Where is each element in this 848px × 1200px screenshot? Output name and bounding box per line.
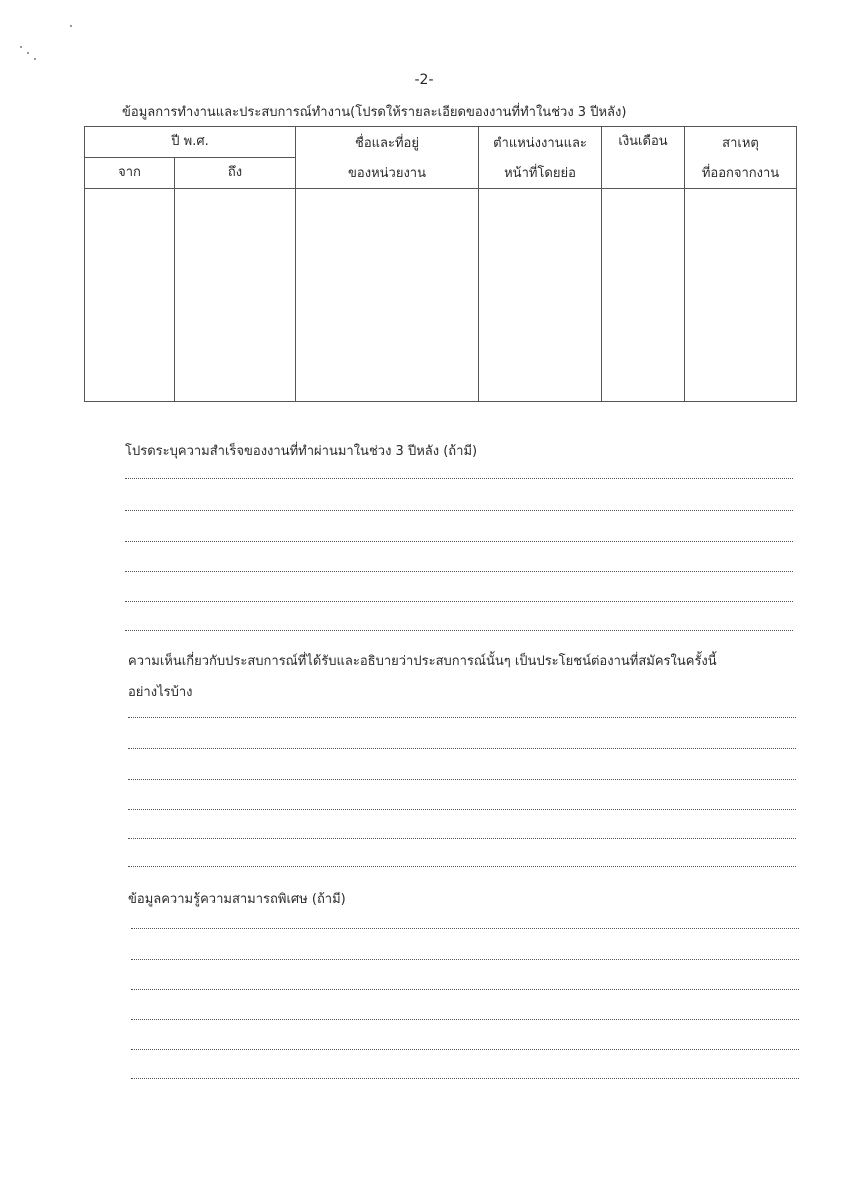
achievements-line[interactable]	[125, 571, 793, 572]
opinion-line[interactable]	[128, 748, 796, 749]
special-skills-line[interactable]	[131, 928, 799, 929]
achievements-line[interactable]	[125, 541, 793, 542]
cell-from[interactable]	[85, 189, 175, 402]
achievements-title: โปรดระบุความสำเร็จของงานที่ทำผ่านมาในช่วง 3 ปีหลัง (ถ้ามี)	[125, 444, 478, 459]
opinion-line[interactable]	[128, 809, 796, 810]
header-year: ปี พ.ศ.	[85, 127, 296, 158]
header-organization-line1: ชื่อและที่อยู่	[355, 136, 419, 151]
opinion-title-line1: ความเห็นเกี่ยวกับประสบการณ์ที่ได้รับและอธิบายว่าประสบการณ์นั้นๆ เป็นประโยชน์ต่องานที่สมัครในครั้งนี้	[128, 654, 717, 669]
header-position-line2: หน้าที่โดยย่อ	[504, 166, 576, 181]
special-skills-line[interactable]	[131, 1078, 799, 1079]
opinion-line[interactable]	[128, 717, 796, 718]
header-salary	[602, 127, 685, 189]
header-position-line1: ตำแหน่งงานและ	[493, 136, 587, 151]
opinion-line[interactable]	[128, 866, 796, 867]
header-salary-label: เงินเดือน	[618, 134, 668, 149]
achievements-line[interactable]	[125, 510, 793, 511]
achievements-line[interactable]	[125, 601, 793, 602]
header-reason-line2: ที่ออกจากงาน	[701, 166, 780, 181]
cell-reason[interactable]	[685, 189, 797, 402]
header-reason	[685, 127, 797, 189]
cell-position[interactable]	[479, 189, 602, 402]
opinion-title-line2: อย่างไรบ้าง	[128, 685, 193, 700]
special-skills-line[interactable]	[131, 989, 799, 990]
cell-salary[interactable]	[602, 189, 685, 402]
table-row	[85, 189, 797, 402]
special-skills-line[interactable]	[131, 959, 799, 960]
opinion-line[interactable]	[128, 779, 796, 780]
opinion-line[interactable]	[128, 838, 796, 839]
header-organization	[296, 127, 479, 189]
page-number: -2-	[414, 72, 434, 88]
achievements-line[interactable]	[125, 630, 793, 631]
scan-speck	[27, 52, 29, 54]
cell-organization[interactable]	[296, 189, 479, 402]
special-skills-title: ข้อมูลความรู้ความสามารถพิเศษ (ถ้ามี)	[128, 892, 346, 907]
work-history-table	[84, 126, 797, 402]
achievements-line[interactable]	[125, 478, 793, 479]
header-reason-line1: สาเหตุ	[722, 136, 759, 151]
header-from: จาก	[85, 158, 175, 189]
special-skills-line[interactable]	[131, 1019, 799, 1020]
cell-to[interactable]	[175, 189, 296, 402]
scan-speck	[70, 25, 72, 27]
header-organization-line2: ของหน่วยงาน	[348, 166, 426, 181]
header-to: ถึง	[175, 158, 296, 189]
header-position	[479, 127, 602, 189]
scan-speck	[34, 58, 36, 60]
scan-speck	[20, 46, 22, 48]
work-history-title: ข้อมูลการทำงานและประสบการณ์ทำงาน(โปรดให้รายละเอียดของงานที่ทำในช่วง 3 ปีหลัง)	[122, 105, 627, 120]
special-skills-line[interactable]	[131, 1049, 799, 1050]
